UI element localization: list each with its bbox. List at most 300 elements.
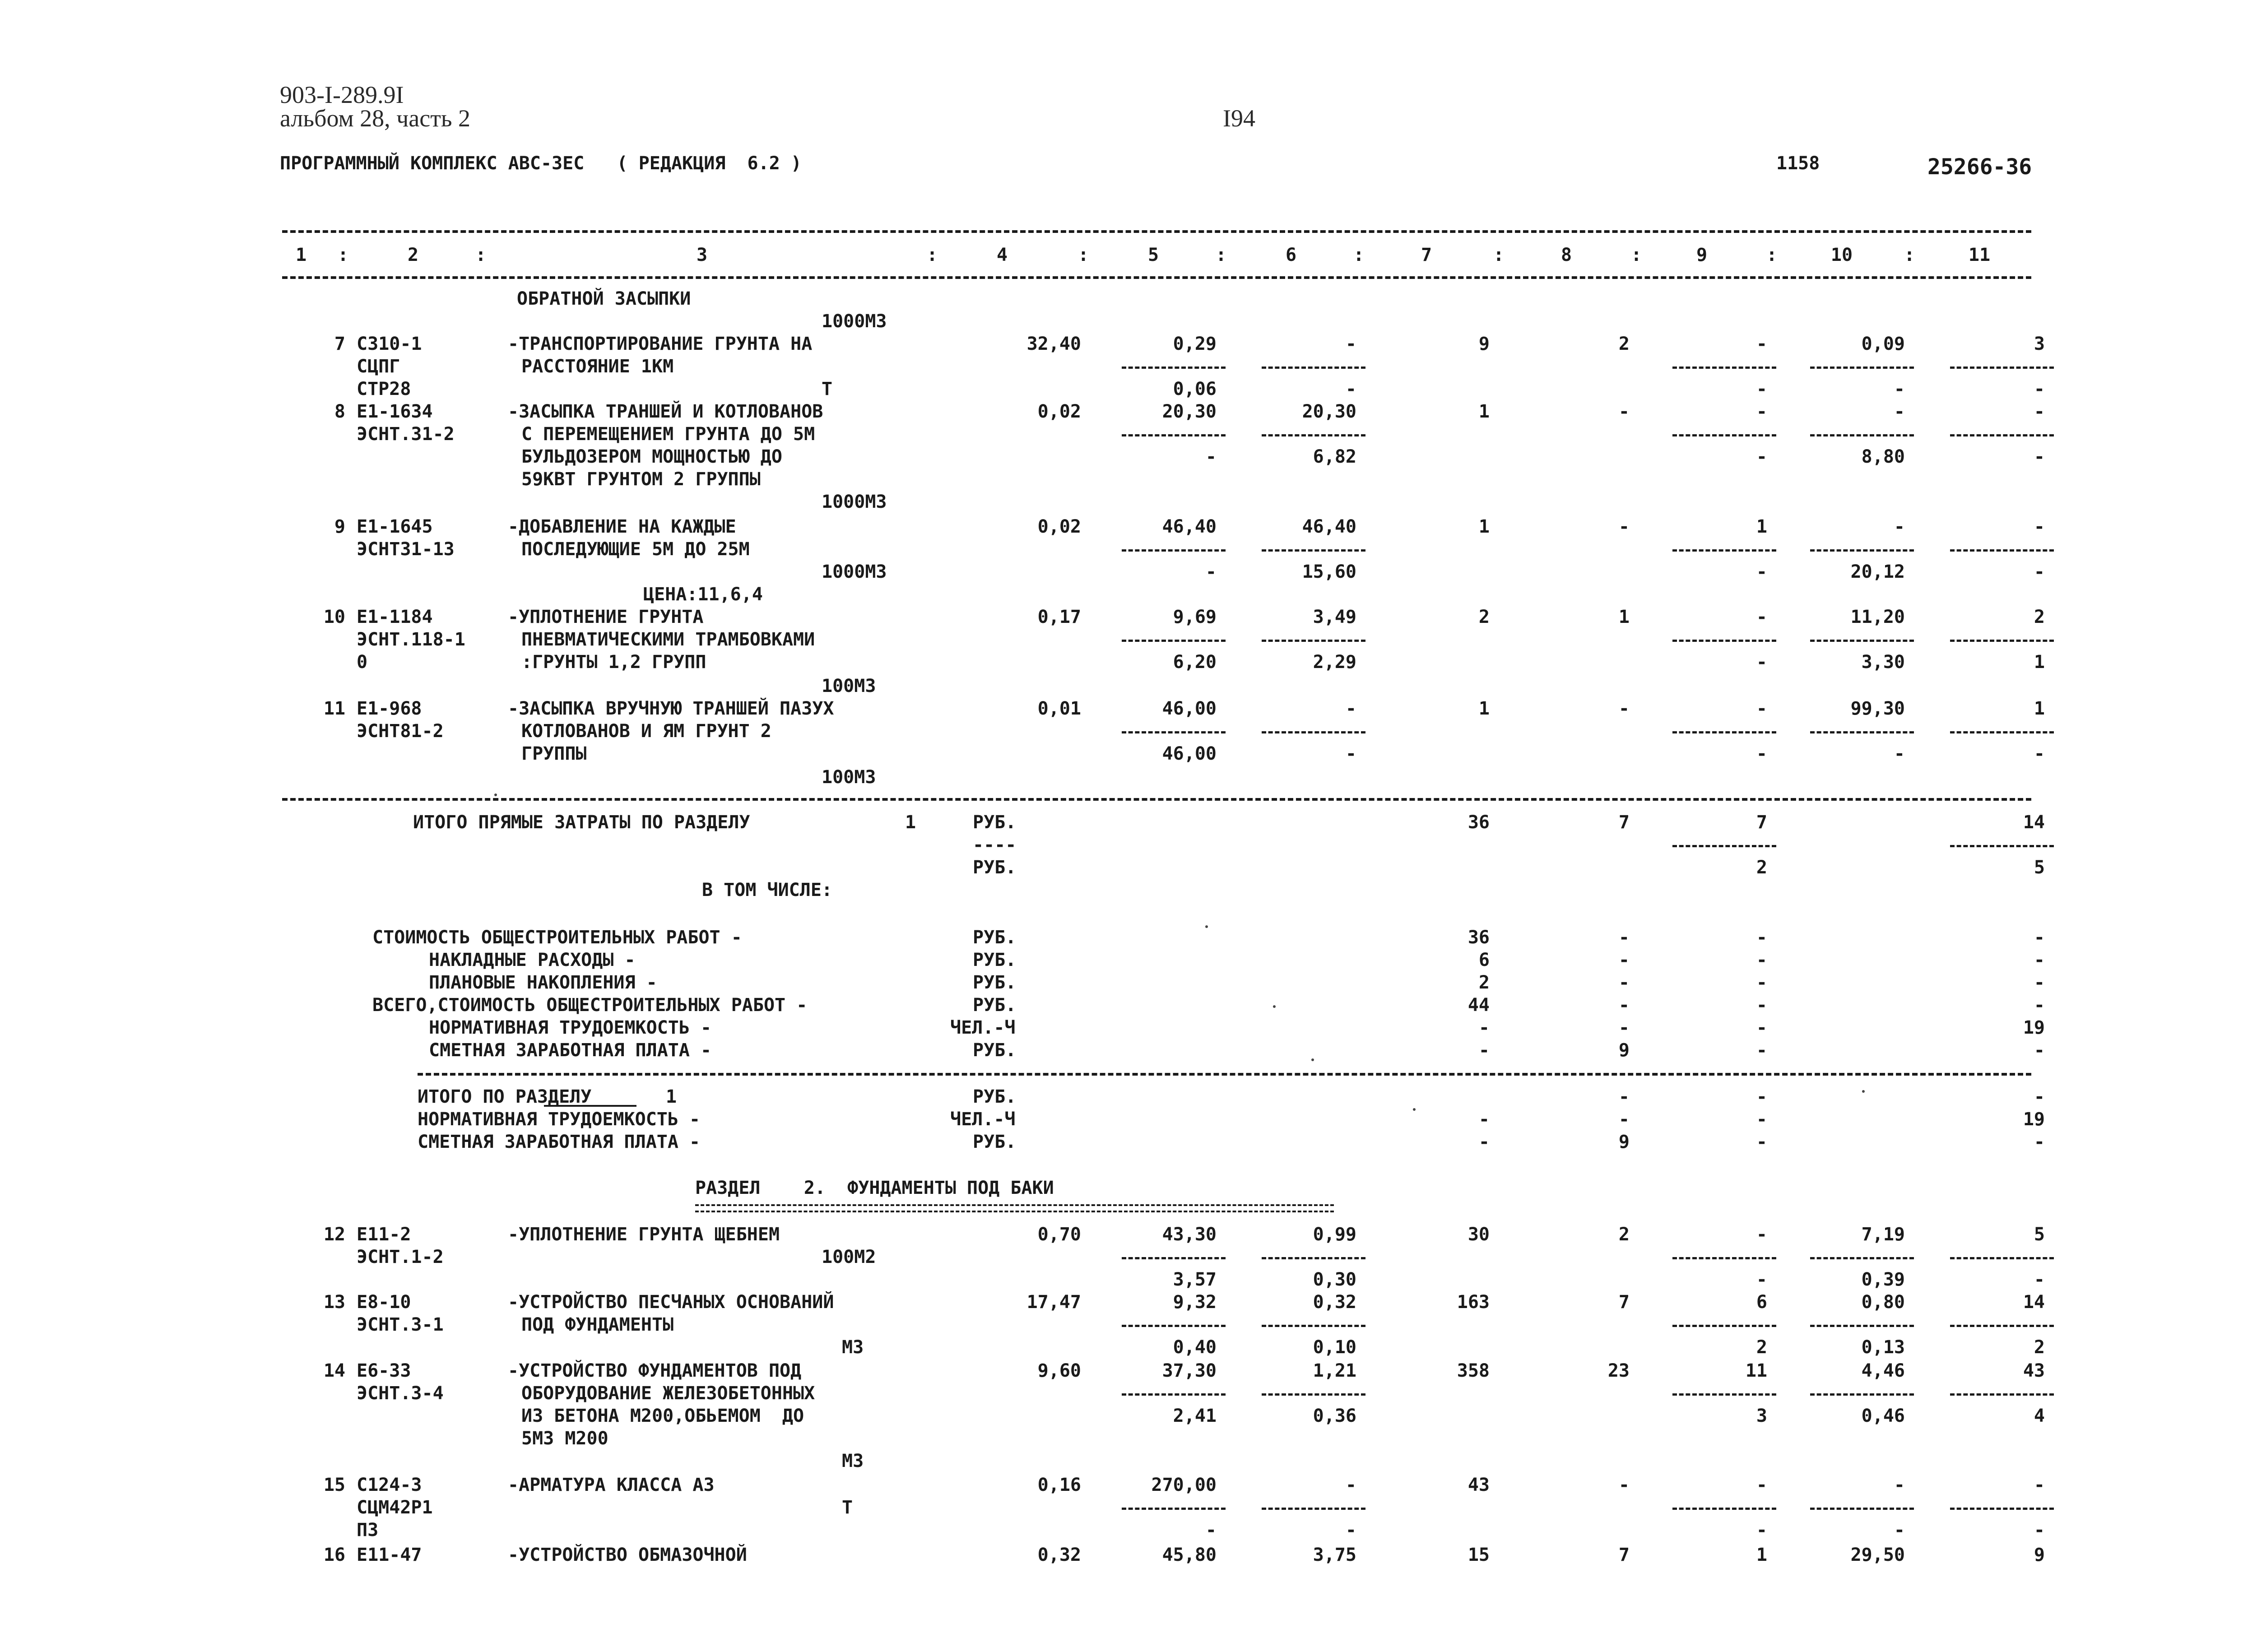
column-separator — [1262, 367, 1365, 369]
page-number: I94 — [1223, 105, 1255, 132]
cell-c8: 23 — [1607, 1360, 1630, 1381]
cell-c7: - — [1478, 1040, 1490, 1061]
item-number: 10 — [323, 607, 345, 627]
unit-label: 100М3 — [822, 767, 876, 788]
column-separator — [1262, 731, 1365, 733]
item-code: ЭСНТ.118-1 — [357, 629, 465, 650]
column-divider: : — [1215, 245, 1227, 265]
column-divider: : — [1904, 245, 1915, 265]
cell-c10: - — [1894, 516, 1905, 537]
cell-c6: 0,36 — [1313, 1406, 1356, 1426]
unit-label: РУБ. — [973, 950, 1017, 970]
cell-c9: - — [1756, 1269, 1767, 1290]
cell-c11: 5 — [2034, 1224, 2045, 1245]
section-total-label: СМЕТНАЯ ЗАРАБОТНАЯ ПЛАТА - — [418, 1132, 701, 1152]
column-separator — [1672, 845, 1776, 847]
cell-c11: 4 — [2034, 1406, 2045, 1426]
unit-label: ЧЕЛ.-Ч — [950, 1017, 1016, 1038]
column-separator — [1950, 1393, 2054, 1396]
column-separator — [1672, 434, 1776, 436]
cell-c11: 9 — [2034, 1545, 2045, 1565]
column-separator — [1810, 434, 1914, 436]
item-code: Е1-1184 — [357, 607, 433, 627]
cell-c9: - — [1756, 561, 1767, 582]
cell-c7: 2 — [1478, 607, 1490, 627]
column-header: 11 — [1968, 245, 1991, 265]
column-header: 4 — [996, 245, 1008, 265]
column-separator — [1950, 731, 2054, 733]
cell-c9: - — [1756, 1224, 1767, 1245]
table-header-rule — [282, 276, 2031, 279]
cell-c9: 1 — [1756, 516, 1767, 537]
cell-c11: 1 — [2034, 652, 2045, 673]
item-description: -УПЛОТНЕНИЕ ГРУНТА — [508, 607, 704, 627]
cell-c8: 9 — [1618, 1132, 1630, 1152]
cell-c5: 2,41 — [1173, 1406, 1217, 1426]
cell-c9: - — [1756, 743, 1767, 764]
item-number: 9 — [334, 516, 345, 537]
item-code: ЭСНТ81-2 — [357, 721, 444, 742]
section-number: 1 — [905, 812, 916, 833]
cell-c9: - — [1756, 607, 1767, 627]
column-separator — [1122, 549, 1226, 552]
cell-c8: 7 — [1618, 812, 1630, 833]
cell-c9: - — [1756, 1520, 1767, 1541]
cell-c8: - — [1618, 1086, 1630, 1107]
item-code: СТР28 — [357, 379, 411, 399]
cell-c10: - — [1894, 1475, 1905, 1495]
column-separator — [1672, 367, 1776, 369]
cell-c8: 1 — [1618, 607, 1630, 627]
column-divider: : — [475, 245, 487, 265]
cell-c7: - — [1478, 1109, 1490, 1130]
cell-c10: - — [1894, 379, 1905, 399]
breakdown-label: СМЕТНАЯ ЗАРАБОТНАЯ ПЛАТА - — [429, 1040, 712, 1061]
cell-c7: 36 — [1468, 927, 1490, 948]
cell-c5: - — [1205, 446, 1217, 467]
currency-label: РУБ. — [973, 857, 1017, 878]
cell-c7: 44 — [1468, 995, 1490, 1016]
cell-c5: 3,57 — [1173, 1269, 1217, 1290]
item-code: Е1-1645 — [357, 516, 433, 537]
unit-label: Т — [822, 379, 833, 399]
cell-c11: - — [2034, 1475, 2045, 1495]
column-separator — [1672, 549, 1776, 552]
column-separator — [1262, 640, 1365, 642]
document-code: 903-I-289.9I — [280, 81, 404, 108]
cell-c11: - — [2034, 995, 2045, 1016]
cell-c7: - — [1478, 1132, 1490, 1152]
item-description: ГРУППЫ — [521, 743, 587, 764]
column-separator — [1672, 640, 1776, 642]
column-divider: : — [926, 245, 938, 265]
cell-c6: 1,21 — [1313, 1360, 1356, 1381]
unit-label: Т — [842, 1497, 853, 1518]
cell-c11: 2 — [2034, 1337, 2045, 1358]
item-code: С124-3 — [357, 1475, 422, 1495]
cell-c7: 1 — [1478, 516, 1490, 537]
cell-c8: 7 — [1618, 1545, 1630, 1565]
cell-c9: - — [1756, 927, 1767, 948]
item-code: СЦПГ — [357, 356, 400, 377]
cell-c8: - — [1618, 927, 1630, 948]
cell-c6: 0,30 — [1313, 1269, 1356, 1290]
cell-c9: - — [1756, 1109, 1767, 1130]
cell-c6: 0,10 — [1313, 1337, 1356, 1358]
column-separator — [1122, 1393, 1226, 1396]
cell-c8: - — [1618, 995, 1630, 1016]
table-top-rule — [282, 230, 2031, 233]
cell-c5: 45,80 — [1162, 1545, 1217, 1565]
cell-c8: 9 — [1618, 1040, 1630, 1061]
cell-c4: 9,60 — [1037, 1360, 1081, 1381]
unit-label: 100М3 — [822, 676, 876, 696]
cell-c5: 46,00 — [1162, 698, 1217, 719]
cell-c10: - — [1894, 1520, 1905, 1541]
section-rule — [282, 798, 2031, 801]
item-description: ПНЕВМАТИЧЕСКИМИ ТРАМБОВКАМИ — [521, 629, 815, 650]
column-separator — [1122, 1257, 1226, 1259]
column-separator — [1262, 1393, 1365, 1396]
column-header: 2 — [407, 245, 419, 265]
unit-label: РУБ. — [973, 995, 1017, 1016]
column-divider: : — [1077, 245, 1089, 265]
item-description: ИЗ БЕТОНА М200,ОБЬЕМОМ ДО — [521, 1406, 804, 1426]
cell-c7: 1 — [1478, 401, 1490, 422]
sheet-number: 1158 — [1776, 153, 1820, 174]
unit-label: РУБ. — [973, 927, 1017, 948]
item-number: 16 — [323, 1545, 345, 1565]
cell-c10: 11,20 — [1850, 607, 1905, 627]
price-note: ЦЕНА:11,6,4 — [643, 584, 763, 605]
unit-label: РУБ. — [973, 1132, 1017, 1152]
breakdown-label: СТОИМОСТЬ ОБЩЕСТРОИТЕЛЬНЫХ РАБОТ - — [372, 927, 742, 948]
column-separator — [1950, 845, 2054, 847]
item-description: -ЗАСЫПКА ВРУЧНУЮ ТРАНШЕЙ ПАЗУХ — [508, 698, 834, 719]
column-separator — [1950, 640, 2054, 642]
cell-c11: - — [2034, 1520, 2045, 1541]
column-header: 3 — [696, 245, 708, 265]
cell-c9: - — [1756, 652, 1767, 673]
unit-label: М3 — [842, 1337, 864, 1358]
cell-c8: 7 — [1618, 1292, 1630, 1313]
cell-c9: 11 — [1745, 1360, 1767, 1381]
item-description: -УСТРОЙСТВО ОБМАЗОЧНОЙ — [508, 1545, 747, 1565]
item-description: 59КВТ ГРУНТОМ 2 ГРУППЫ — [521, 469, 761, 490]
cell-c11: - — [2034, 1132, 2045, 1152]
cell-c4: 0,17 — [1037, 607, 1081, 627]
section-title: РАЗДЕЛ 2. ФУНДАМЕНТЫ ПОД БАКИ — [695, 1178, 1054, 1198]
scan-speck — [1273, 1005, 1276, 1008]
item-description: -ТРАНСПОРТИРОВАНИЕ ГРУНТА НА — [508, 334, 813, 354]
cell-c4: 0,01 — [1037, 698, 1081, 719]
including-label: В ТОМ ЧИСЛЕ: — [702, 880, 832, 900]
currency-dash: ---- — [973, 835, 1017, 855]
item-number: 14 — [323, 1360, 345, 1381]
breakdown-label: НАКЛАДНЫЕ РАСХОДЫ - — [429, 950, 636, 970]
currency-label: РУБ. — [973, 812, 1017, 833]
section-total-label: ИТОГО ПО РАЗДЕЛУ — [418, 1086, 592, 1107]
cell-c5: 43,30 — [1162, 1224, 1217, 1245]
column-separator — [1122, 1508, 1226, 1510]
cell-c11: - — [2034, 972, 2045, 993]
cell-c4: 0,02 — [1037, 516, 1081, 537]
cell-c6: - — [1345, 334, 1356, 354]
cell-c10: 8,80 — [1861, 446, 1905, 467]
cell-c9: - — [1756, 1132, 1767, 1152]
item-code: ЭСНТ31-13 — [357, 539, 455, 560]
cell-c6: - — [1345, 379, 1356, 399]
cell-c11: - — [2034, 927, 2045, 948]
cell-c11: 3 — [2034, 334, 2045, 354]
item-description: 5М3 М200 — [521, 1428, 608, 1449]
cell-c9: - — [1756, 972, 1767, 993]
cell-c6: - — [1345, 1475, 1356, 1495]
cell-c6: - — [1345, 698, 1356, 719]
cell-c6: - — [1345, 1520, 1356, 1541]
cell-c11: 14 — [2023, 812, 2045, 833]
cell-c9: - — [1756, 1086, 1767, 1107]
item-description: -УСТРОЙСТВО ПЕСЧАНЫХ ОСНОВАНИЙ — [508, 1292, 834, 1313]
column-separator — [1262, 1508, 1365, 1510]
document-id: 25266-36 — [1927, 154, 2032, 180]
item-number: 13 — [323, 1292, 345, 1313]
cell-c7: - — [1478, 1017, 1490, 1038]
cell-c11: 5 — [2034, 857, 2045, 878]
cell-c5: - — [1205, 561, 1217, 582]
cell-c6: 3,49 — [1313, 607, 1356, 627]
cell-c6: 2,29 — [1313, 652, 1356, 673]
item-code: 0 — [357, 652, 368, 673]
column-separator — [1950, 1325, 2054, 1327]
cell-c7: 43 — [1468, 1475, 1490, 1495]
cell-c7: 1 — [1478, 698, 1490, 719]
breakdown-label: ПЛАНОВЫЕ НАКОПЛЕНИЯ - — [429, 972, 657, 993]
column-separator — [1672, 1508, 1776, 1510]
unit-label: РУБ. — [973, 1040, 1017, 1061]
cell-c9: - — [1756, 995, 1767, 1016]
column-separator — [1950, 434, 2054, 436]
section-total-label: НОРМАТИВНАЯ ТРУДОЕМКОСТЬ - — [418, 1109, 701, 1130]
cell-c9: - — [1756, 401, 1767, 422]
cell-c10: - — [1894, 401, 1905, 422]
scan-speck — [1311, 1058, 1314, 1061]
cell-c6: - — [1345, 743, 1356, 764]
cell-c11: - — [2034, 1269, 2045, 1290]
cell-c11: - — [2034, 379, 2045, 399]
cell-c6: 15,60 — [1302, 561, 1356, 582]
item-code: ЭСНТ.3-1 — [357, 1314, 444, 1335]
cell-c9: - — [1756, 379, 1767, 399]
item-code: ЭСНТ.1-2 — [357, 1247, 444, 1267]
cell-c5: 37,30 — [1162, 1360, 1217, 1381]
item-description: С ПЕРЕМЕЩЕНИЕМ ГРУНТА ДО 5М — [521, 424, 815, 445]
cell-c10: 0,46 — [1861, 1406, 1905, 1426]
column-separator — [1810, 1508, 1914, 1510]
cell-c11: 43 — [2023, 1360, 2045, 1381]
item-description: -ЗАСЫПКА ТРАНШЕЙ И КОТЛОВАНОВ — [508, 401, 823, 422]
cell-c9: 3 — [1756, 1406, 1767, 1426]
item-code: Е1-1634 — [357, 401, 433, 422]
cell-c8: - — [1618, 972, 1630, 993]
cell-c10: 20,12 — [1850, 561, 1905, 582]
cell-c9: 6 — [1756, 1292, 1767, 1313]
item-description: -АРМАТУРА КЛАССА А3 — [508, 1475, 715, 1495]
unit-label: 100М2 — [822, 1247, 876, 1267]
column-header: 5 — [1147, 245, 1159, 265]
item-number: 11 — [323, 698, 345, 719]
cell-c9: - — [1756, 446, 1767, 467]
item-description: БУЛЬДОЗЕРОМ МОЩНОСТЬЮ ДО — [521, 446, 782, 467]
item-code: Е6-33 — [357, 1360, 411, 1381]
column-separator — [1950, 1508, 2054, 1510]
item-number: 8 — [334, 401, 345, 422]
cell-c6: 20,30 — [1302, 401, 1356, 422]
column-separator — [1810, 1257, 1914, 1259]
item-code: Е11-47 — [357, 1545, 422, 1565]
cell-c9: - — [1756, 334, 1767, 354]
cell-c5: 20,30 — [1162, 401, 1217, 422]
cell-c11: - — [2034, 950, 2045, 970]
unit-label: РУБ. — [973, 1086, 1017, 1107]
section-number: 1 — [666, 1086, 677, 1107]
cell-c5: 9,69 — [1173, 607, 1217, 627]
column-separator — [1810, 367, 1914, 369]
unit-label: М3 — [842, 1451, 864, 1471]
cell-c4: 0,16 — [1037, 1475, 1081, 1495]
album-label: альбом 28, часть 2 — [280, 105, 470, 132]
section-title-underline — [695, 1204, 1334, 1212]
cell-c5: 46,00 — [1162, 743, 1217, 764]
item-code: ЭСНТ.3-4 — [357, 1383, 444, 1404]
cell-c10: - — [1894, 743, 1905, 764]
cell-c7: 2 — [1478, 972, 1490, 993]
cell-c4: 0,32 — [1037, 1545, 1081, 1565]
handwritten-underline — [544, 1105, 636, 1107]
item-description: РАССТОЯНИЕ 1КМ — [521, 356, 674, 377]
item-description: -УПЛОТНЕНИЕ ГРУНТА ЩЕБНЕМ — [508, 1224, 780, 1245]
item-number: 7 — [334, 334, 345, 354]
cell-c8: - — [1618, 1109, 1630, 1130]
cell-c10: 4,46 — [1861, 1360, 1905, 1381]
item-code: СЦМ42Р1 — [357, 1497, 433, 1518]
item-description: :ГРУНТЫ 1,2 ГРУПП — [521, 652, 706, 673]
column-header: 1 — [295, 245, 307, 265]
cell-c11: - — [2034, 1040, 2045, 1061]
cell-c6: 0,32 — [1313, 1292, 1356, 1313]
breakdown-label: ВСЕГО,СТОИМОСТЬ ОБЩЕСТРОИТЕЛЬНЫХ РАБОТ - — [372, 995, 808, 1016]
cell-c11: - — [2034, 561, 2045, 582]
cell-c10: 0,09 — [1861, 334, 1905, 354]
cell-c7: 6 — [1478, 950, 1490, 970]
column-separator — [1262, 1325, 1365, 1327]
cell-c8: - — [1618, 1475, 1630, 1495]
scan-speck — [1205, 925, 1208, 928]
column-divider: : — [337, 245, 349, 265]
column-header: 7 — [1421, 245, 1432, 265]
item-description: ПОД ФУНДАМЕНТЫ — [521, 1314, 674, 1335]
cell-c5: 0,40 — [1173, 1337, 1217, 1358]
cell-c9: 1 — [1756, 1545, 1767, 1565]
cell-c10: 29,50 — [1850, 1545, 1905, 1565]
cell-c7: 30 — [1468, 1224, 1490, 1245]
cell-c8: - — [1618, 698, 1630, 719]
cell-c9: - — [1756, 1040, 1767, 1061]
column-header: 8 — [1560, 245, 1572, 265]
item-code: Е11-2 — [357, 1224, 411, 1245]
cell-c9: - — [1756, 698, 1767, 719]
cell-c6: 3,75 — [1313, 1545, 1356, 1565]
item-description: КОТЛОВАНОВ И ЯМ ГРУНТ 2 — [521, 721, 771, 742]
cell-c10: 0,13 — [1861, 1337, 1905, 1358]
column-separator — [1672, 1393, 1776, 1396]
unit-label: РУБ. — [973, 972, 1017, 993]
cell-c5: 270,00 — [1151, 1475, 1217, 1495]
cell-c9: - — [1756, 1017, 1767, 1038]
cell-c7: 9 — [1478, 334, 1490, 354]
cell-c10: 0,80 — [1861, 1292, 1905, 1313]
cell-c7: 358 — [1457, 1360, 1490, 1381]
total-label: ИТОГО ПРЯМЫЕ ЗАТРАТЫ ПО РАЗДЕЛУ — [413, 812, 750, 833]
cell-c5: 46,40 — [1162, 516, 1217, 537]
cell-c9: - — [1756, 950, 1767, 970]
column-separator — [1950, 1257, 2054, 1259]
cell-c10: 0,39 — [1861, 1269, 1905, 1290]
column-header: 10 — [1830, 245, 1853, 265]
unit-label: 1000М3 — [822, 561, 887, 582]
scan-speck — [494, 794, 497, 796]
cell-c6: 0,99 — [1313, 1224, 1356, 1245]
column-separator — [1122, 640, 1226, 642]
item-code: Е8-10 — [357, 1292, 411, 1313]
column-separator — [1122, 434, 1226, 436]
column-divider: : — [1766, 245, 1778, 265]
cell-c10: 99,30 — [1850, 698, 1905, 719]
cell-c11: - — [2034, 516, 2045, 537]
item-description: ПОСЛЕДУЮЩИЕ 5М ДО 25М — [521, 539, 750, 560]
breakdown-label: НОРМАТИВНАЯ ТРУДОЕМКОСТЬ - — [429, 1017, 712, 1038]
cell-c9: 2 — [1756, 1337, 1767, 1358]
column-divider: : — [1493, 245, 1505, 265]
cell-c11: 19 — [2023, 1017, 2045, 1038]
column-separator — [1672, 731, 1776, 733]
cell-c8: - — [1618, 516, 1630, 537]
column-separator — [1122, 367, 1226, 369]
cell-c11: - — [2034, 1086, 2045, 1107]
unit-label: 1000М3 — [822, 492, 887, 512]
item-description: -УСТРОЙСТВО ФУНДАМЕНТОВ ПОД — [508, 1360, 802, 1381]
scan-speck — [1862, 1090, 1865, 1093]
cell-c8: - — [1618, 950, 1630, 970]
cell-c5: 9,32 — [1173, 1292, 1217, 1313]
cell-c6: 6,82 — [1313, 446, 1356, 467]
cell-c11: 2 — [2034, 607, 2045, 627]
column-header: 9 — [1696, 245, 1708, 265]
item-description: ОБОРУДОВАНИЕ ЖЕЛЕЗОБЕТОННЫХ — [521, 1383, 815, 1404]
item-code: П3 — [357, 1520, 379, 1541]
column-separator — [1672, 1325, 1776, 1327]
cell-c8: 2 — [1618, 1224, 1630, 1245]
item-number: 12 — [323, 1224, 345, 1245]
continuation-text: ОБРАТНОЙ ЗАСЫПКИ — [517, 288, 691, 309]
item-description: -ДОБАВЛЕНИЕ НА КАЖДЫЕ — [508, 516, 736, 537]
unit-label: ЧЕЛ.-Ч — [950, 1109, 1016, 1130]
column-separator — [1262, 1257, 1365, 1259]
item-code: ЭСНТ.31-2 — [357, 424, 455, 445]
column-separator — [1672, 1257, 1776, 1259]
column-divider: : — [1353, 245, 1365, 265]
column-divider: : — [1630, 245, 1642, 265]
